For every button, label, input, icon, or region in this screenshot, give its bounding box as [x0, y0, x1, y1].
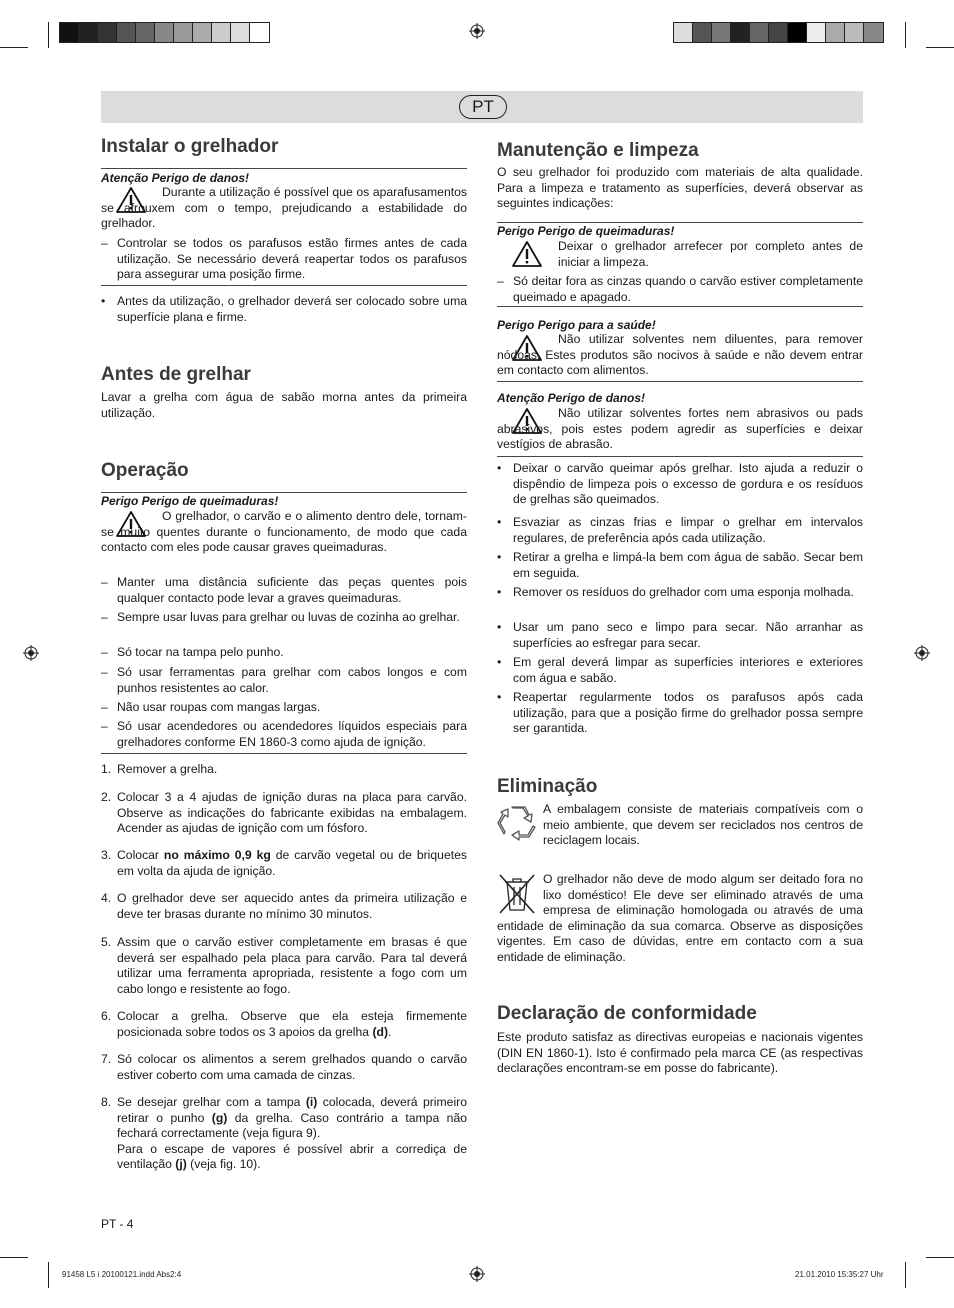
section-title-before-grilling: Antes de grelhar [101, 364, 251, 385]
warning-title: Atenção Perigo de danos! [101, 171, 250, 185]
section-title-disposal: Eliminação [497, 776, 598, 797]
section-title-install: Instalar o grelhador [101, 136, 279, 157]
list-item: – Só usar ferramentas para grelhar com cabos longos e com punhos resistentes ao calor. [101, 665, 467, 695]
paragraph: O seu grelhador foi produzido com materiais de alta qualidade. Para a limpeza e tratamento as superfícies, deverá observar as seguintes indicações: [497, 165, 863, 211]
registration-mark-icon [914, 645, 930, 661]
color-bar-left [59, 22, 270, 43]
warning-text: O grelhador, o carvão e o alimento dentro dele, tornam-se muito quentes durante o funcionamento, de modo que cada contacto com eles pode causar graves queimaduras. [101, 509, 467, 555]
step-item: 3. Colocar no máximo 0,9 kg de carvão vegetal ou de briquetes em volta da ajuda de ignição. [101, 848, 467, 878]
warning-text: Deixar o grelhador arrefecer por completo antes de iniciar a limpeza. [558, 239, 863, 269]
paragraph: O grelhador não deve de modo algum ser deitado fora no lixo doméstico! Ele deve ser eliminado através de uma empresa de eliminação homologada ou através de uma entidade de eliminação da sua comarca. Observe as disposições vigentes. Em caso de dúvidas, entre em contacto com a sua entidade de eliminação. [497, 872, 863, 964]
section-title-conformity: Declaração de conformidade [497, 1003, 757, 1024]
list-item: – Manter uma distância suficiente das peças quentes pois qualquer contacto pode levar a graves queimaduras. [101, 575, 467, 605]
color-bar-right [673, 22, 884, 43]
warning-text: Durante a utilização é possível que os aparafusamentos se afrouxem com o tempo, prejudicando a estabilidade do grelhador. [101, 185, 467, 231]
warning-triangle-icon [512, 241, 542, 267]
divider [101, 285, 467, 286]
divider [101, 492, 467, 493]
list-item: • Esvaziar as cinzas frias e limpar o grelhar em intervalos regulares, de preferência após cada utilização. [497, 515, 863, 545]
warning-title: Perigo Perigo de queimaduras! [497, 224, 675, 238]
list-item: • Usar um pano seco e limpo para secar. Não arranhar as superfícies ao esfregar para secar. [497, 620, 863, 650]
registration-mark-icon [469, 23, 485, 39]
divider [497, 456, 863, 457]
warning-text: Não utilizar solventes fortes nem abrasivos ou pads abrasivos, pois estes podem agredir as superfícies e deixar vestígios de abrasão. [497, 406, 863, 452]
list-item: – Só deitar fora as cinzas quando o carvão estiver completamente queimado e apagado. [497, 274, 863, 304]
list-item: • Remover os resíduos do grelhador com uma esponja molhada. [497, 585, 854, 599]
crop-mark [905, 1262, 906, 1288]
step-item: 1. Remover a grelha. [101, 762, 218, 776]
crop-mark [48, 1262, 49, 1288]
warning-title: Perigo Perigo de queimaduras! [101, 494, 279, 508]
print-date: 21.01.2010 15:35:27 Uhr [795, 1270, 884, 1279]
registration-mark-icon [23, 645, 39, 661]
divider [101, 168, 467, 169]
list-item: – Não usar roupas com mangas largas. [101, 700, 321, 714]
step-item: 7. Só colocar os alimentos a serem grelhados quando o carvão estiver coberto com uma camada de cinzas. [101, 1052, 467, 1082]
crop-mark [0, 47, 28, 48]
warning-title: Atenção Perigo de danos! [497, 391, 646, 405]
section-title-operation: Operação [101, 460, 189, 481]
divider [497, 306, 863, 307]
crop-mark [926, 1257, 954, 1258]
step-item: 8. Se desejar grelhar com a tampa (i) colocada, deverá primeiro retirar o punho (g) da grelha. Caso contrário a tampa não fechará correctamente (veja figura 9). Para o escape de vapores é possível abrir a corrediça de ventilação (j) (veja fig. 10). [101, 1095, 467, 1172]
divider [497, 222, 863, 223]
crop-mark [926, 47, 954, 48]
list-item: – Controlar se todos os parafusos estão firmes antes de cada utilização. Se necessário deverá reapertar todos os parafusos para assegurar uma posição firme. [101, 236, 467, 282]
paragraph: A embalagem consiste de materiais compatíveis com o meio ambiente, que devem ser reciclados nos centros de reciclagem locais. [543, 802, 863, 848]
language-label: PT [459, 95, 507, 119]
crop-mark [48, 22, 49, 48]
crop-mark [0, 1257, 28, 1258]
list-item: • Antes da utilização, o grelhador deverá ser colocado sobre uma superfície plana e firme. [101, 294, 467, 324]
warning-text: Não utilizar solventes nem diluentes, para remover nódoas. Estes produtos são nocivos à saúde e não devem entrar em contacto com alimentos. [497, 332, 863, 378]
divider [101, 753, 467, 754]
list-item: – Sempre usar luvas para grelhar ou luvas de cozinha ao grelhar. [101, 610, 460, 624]
crop-mark [905, 22, 906, 48]
step-item: 5. Assim que o carvão estiver completamente em brasas é que deverá ser espalhado pela placa para carvão. Para tal deverá utilizar uma ferramenta apropriada, resistente a fogo com um cabo longo e resistente ao fogo. [101, 935, 467, 996]
warning-title: Perigo Perigo para a saúde! [497, 318, 656, 332]
paragraph: Lavar a grelha com água de sabão morna antes da primeira utilização. [101, 390, 467, 420]
file-info: 91458 L5 i 20100121.indd Abs2:4 [62, 1270, 182, 1279]
list-item: • Em geral deverá limpar as superfícies interiores e exteriores com água e sabão. [497, 655, 863, 685]
section-title-maintenance: Manutenção e limpeza [497, 140, 699, 161]
step-item: 6. Colocar a grelha. Observe que ela esteja firmemente posicionada sobre todos os 3 apoios da grelha (d). [101, 1009, 467, 1039]
paragraph: Este produto satisfaz as directivas europeias e nacionais vigentes (DIN EN 1860-1). Isto é confirmado pela marca CE (as respectivas declarações encontram-se em posse do fabricante). [497, 1030, 863, 1076]
list-item: – Só usar acendedores ou acendedores líquidos especiais para grelhadores conforme EN 1860-3 como ajuda de ignição. [101, 719, 467, 749]
page-number: PT - 4 [101, 1217, 134, 1231]
list-item: – Só tocar na tampa pelo punho. [101, 645, 284, 659]
divider [497, 381, 863, 382]
list-item: • Reapertar regularmente todos os parafusos após cada utilização, para que a posição firme do grelhador possa sempre ser garantida. [497, 690, 863, 736]
step-item: 4. O grelhador deve ser aquecido antes da primeira utilização e deve ter brasas durante no mínimo 30 minutos. [101, 891, 467, 921]
list-item: • Retirar a grelha e limpá-la bem com água de sabão. Secar bem em seguida. [497, 550, 863, 580]
list-item: • Deixar o carvão queimar após grelhar. Isto ajuda a reduzir o dispêndio de limpeza pois o excesso de gordura e os resíduos de grelhas são queimados. [497, 461, 863, 507]
recycle-icon [497, 802, 539, 844]
registration-mark-icon [469, 1266, 485, 1282]
step-item: 2. Colocar 3 a 4 ajudas de ignição duras na placa para carvão. Observe as indicações do fabricante exibidas na embalagem. Acender as ajudas de ignição com um fósforo. [101, 790, 467, 836]
